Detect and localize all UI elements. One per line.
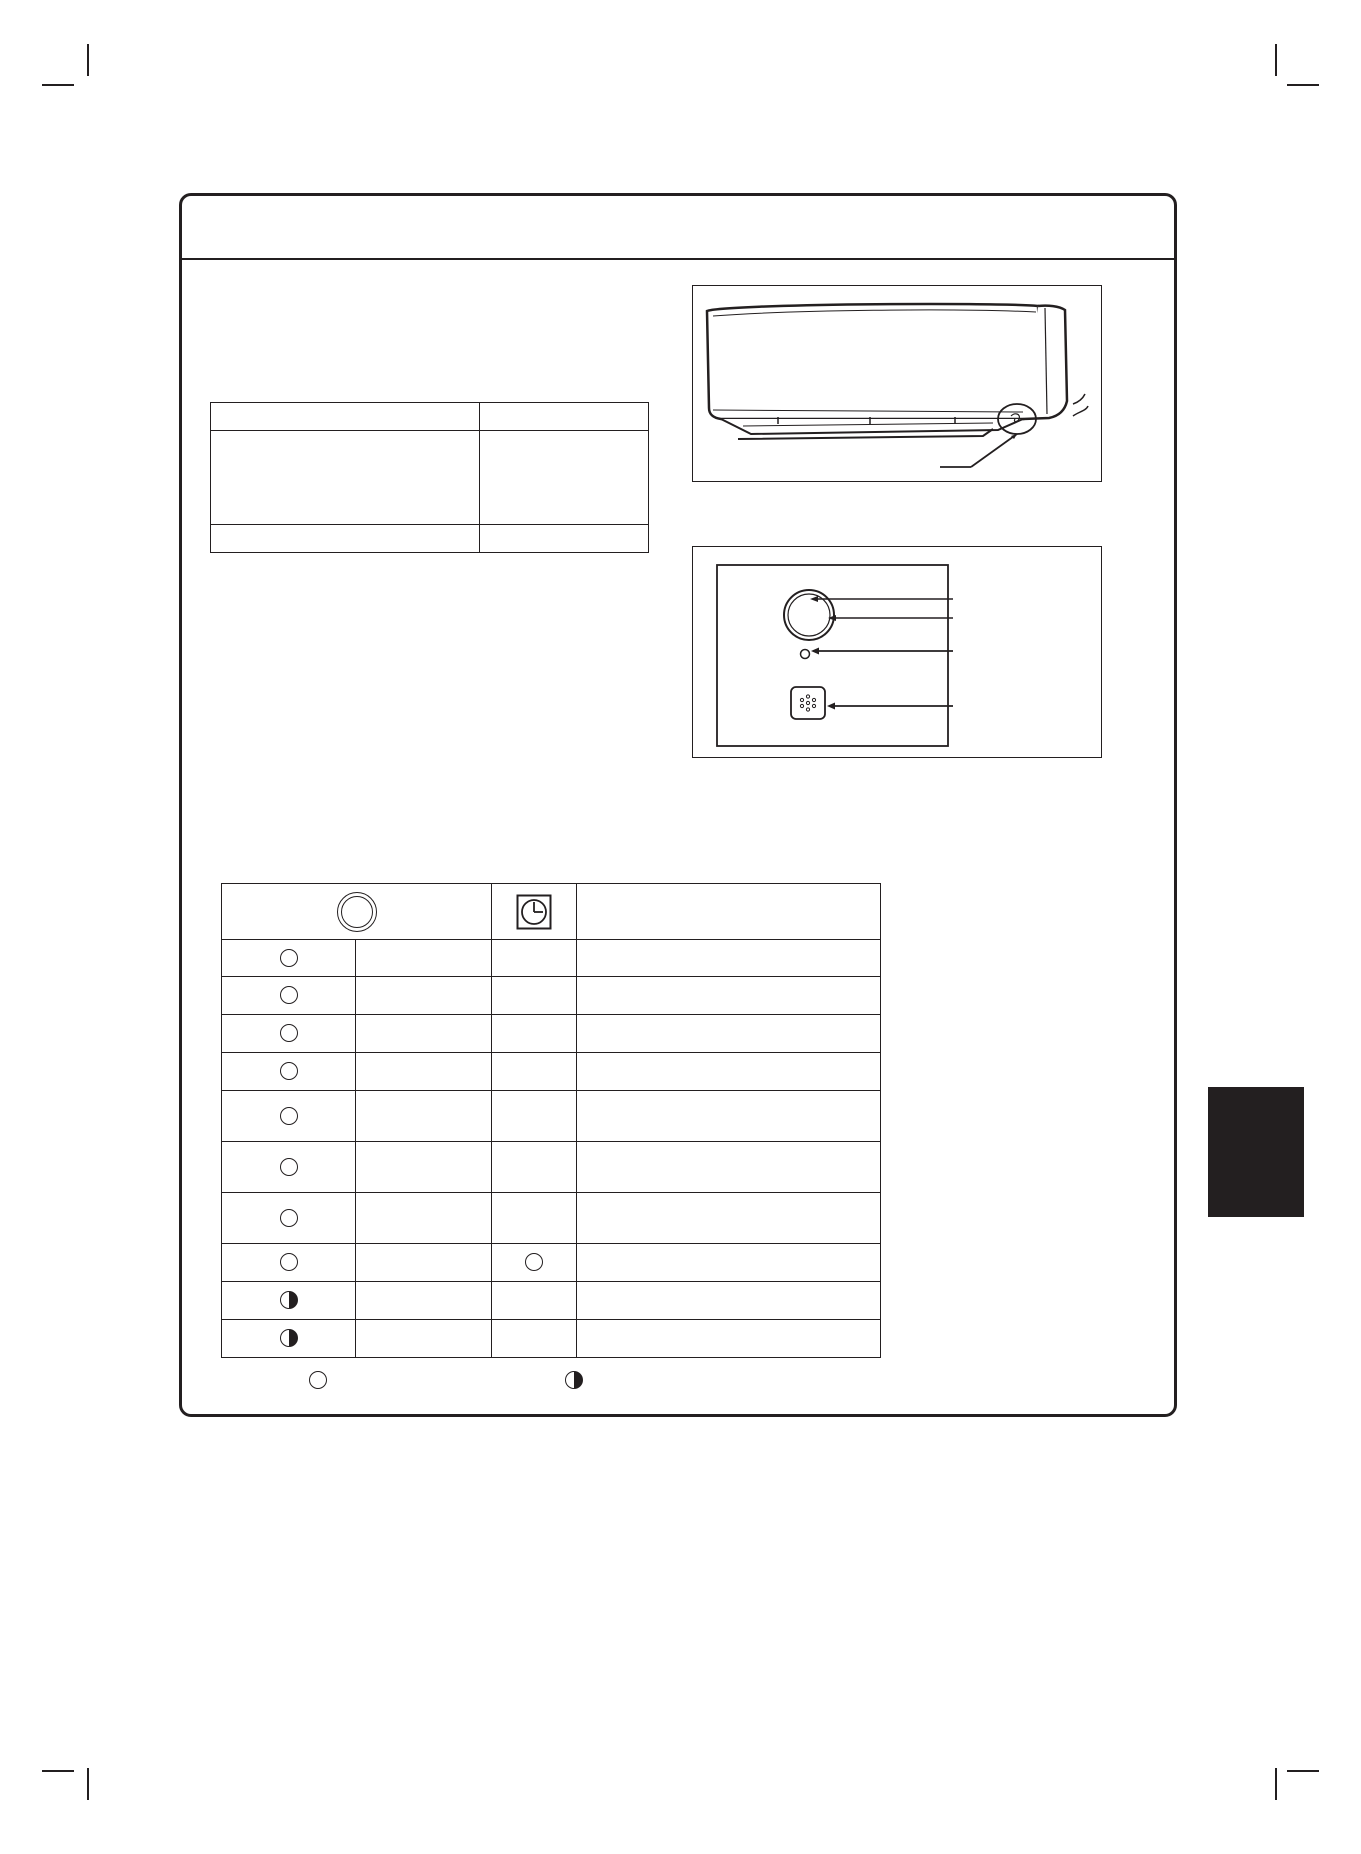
description-header: [577, 884, 881, 940]
led-table-header-row: [222, 884, 881, 940]
led-blink-icon: [280, 1291, 298, 1309]
indoor-unit-illustration: [693, 286, 1103, 483]
operation-led-state: [222, 1282, 356, 1320]
spec-table-cell: [211, 431, 480, 525]
status-cell: [356, 1320, 492, 1358]
description-cell: [577, 1015, 881, 1053]
table-row: [222, 1193, 881, 1244]
spec-table-cell: [211, 525, 480, 553]
description-cell: [577, 1193, 881, 1244]
status-cell: [356, 1091, 492, 1142]
status-cell: [356, 977, 492, 1015]
operation-led-state: [222, 1193, 356, 1244]
table-row: [222, 1142, 881, 1193]
led-on-icon: [280, 1062, 298, 1080]
description-cell: [577, 1320, 881, 1358]
operation-led-state: [222, 1320, 356, 1358]
description-cell: [577, 977, 881, 1015]
led-blink-icon: [280, 1329, 298, 1347]
status-cell: [356, 1282, 492, 1320]
spec-table-header-cell: [211, 403, 480, 431]
operation-led-icon: [337, 892, 377, 932]
timer-led-state: [492, 1015, 577, 1053]
timer-led-state: [492, 977, 577, 1015]
operation-led-state: [222, 1091, 356, 1142]
led-on-icon: [280, 1024, 298, 1042]
timer-led-state: [492, 1142, 577, 1193]
led-on-icon: [309, 1371, 327, 1389]
spec-table: [210, 402, 649, 553]
description-cell: [577, 940, 881, 977]
status-cell: [356, 1015, 492, 1053]
header-divider: [182, 258, 1174, 260]
crop-mark: [42, 1770, 74, 1772]
timer-led-icon: [516, 894, 552, 930]
table-row: [222, 1244, 881, 1282]
led-on-icon: [280, 986, 298, 1004]
crop-mark: [42, 84, 74, 86]
led-on-icon: [280, 949, 298, 967]
description-cell: [577, 1091, 881, 1142]
symbol-legend: [221, 1367, 881, 1395]
led-on-icon: [280, 1158, 298, 1176]
operation-led-state: [222, 1015, 356, 1053]
timer-led-state: [492, 1320, 577, 1358]
status-cell: [356, 1053, 492, 1091]
table-row: [222, 940, 881, 977]
crop-mark: [1275, 1768, 1277, 1800]
operation-led-state: [222, 940, 356, 977]
description-cell: [577, 1142, 881, 1193]
status-cell: [356, 1142, 492, 1193]
crop-mark: [87, 1768, 89, 1800]
spec-table-cell: [480, 431, 649, 525]
spec-table-header-cell: [480, 403, 649, 431]
operation-led-header: [222, 884, 492, 940]
description-cell: [577, 1282, 881, 1320]
table-row: [222, 1053, 881, 1091]
led-status-table: [221, 883, 881, 1358]
crop-mark: [87, 44, 89, 76]
status-cell: [356, 1244, 492, 1282]
crop-mark: [1287, 84, 1319, 86]
spec-table-cell: [480, 525, 649, 553]
timer-led-state: [492, 1091, 577, 1142]
operation-led-state: [222, 1053, 356, 1091]
timer-led-state: [492, 940, 577, 977]
table-row: [222, 1282, 881, 1320]
table-row: [222, 1320, 881, 1358]
crop-mark: [1275, 44, 1277, 76]
table-row: [222, 977, 881, 1015]
crop-mark: [1287, 1770, 1319, 1772]
operation-led-state: [222, 977, 356, 1015]
led-on-icon: [280, 1209, 298, 1227]
timer-led-state: [492, 1193, 577, 1244]
status-cell: [356, 940, 492, 977]
table-row: [222, 1015, 881, 1053]
led-on-icon: [525, 1253, 543, 1271]
timer-led-state: [492, 1053, 577, 1091]
timer-led-state: [492, 1282, 577, 1320]
description-cell: [577, 1244, 881, 1282]
display-panel-figure: [692, 546, 1102, 758]
timer-led-state: [492, 1244, 577, 1282]
description-cell: [577, 1053, 881, 1091]
led-blink-icon: [565, 1371, 583, 1389]
status-cell: [356, 1193, 492, 1244]
led-on-icon: [280, 1253, 298, 1271]
indoor-unit-figure: [692, 285, 1102, 482]
section-tab-marker: [1208, 1087, 1304, 1217]
display-panel-illustration: [693, 547, 1103, 759]
operation-led-state: [222, 1142, 356, 1193]
timer-led-header: [492, 884, 577, 940]
table-row: [222, 1091, 881, 1142]
operation-led-state: [222, 1244, 356, 1282]
led-on-icon: [280, 1107, 298, 1125]
